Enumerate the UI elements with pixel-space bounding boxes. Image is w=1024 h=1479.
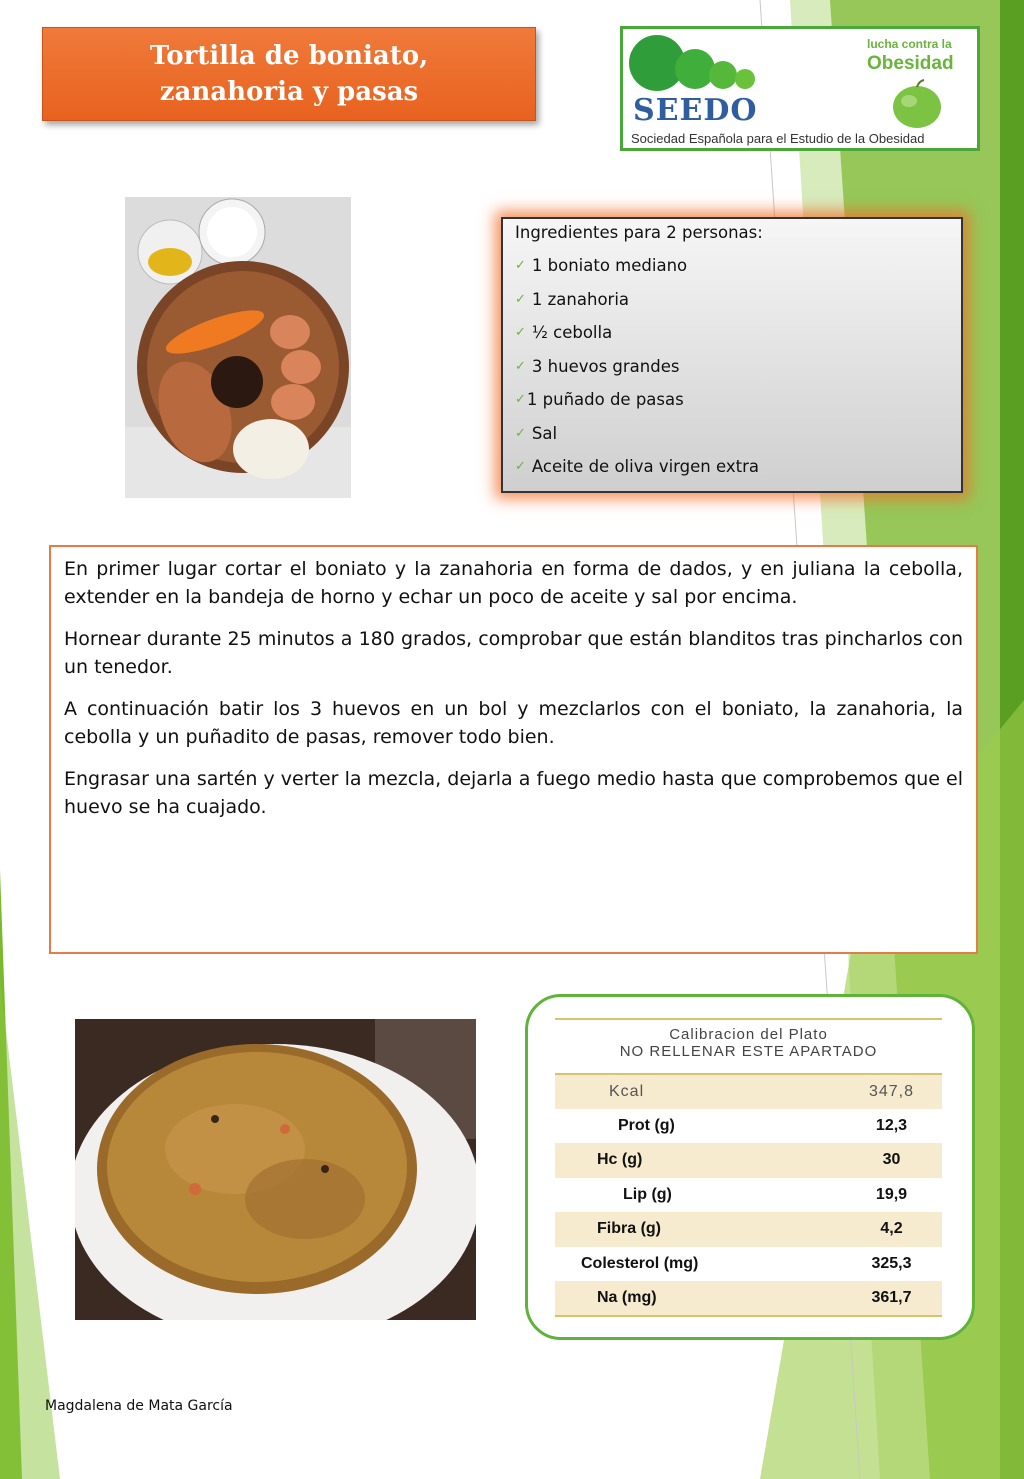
nutrient-label: Colesterol (mg) [581,1254,699,1272]
list-item: ✓ 1 puñado de pasas [515,390,684,409]
step-paragraph: A continuación batir los 3 huevos en un bol y mezclarlos con el boniato, la zanahoria, la cebolla y un puñadito de pasas, remover todo bien. [64,698,963,748]
logo-tagline-big: Obesidad [867,53,954,74]
nutrient-value: 325,3 [871,1254,912,1272]
table-row [555,1109,942,1144]
list-item: ✓ ½ cebolla [515,323,613,342]
nutrient-value: 361,7 [871,1288,912,1306]
step-paragraph: Hornear durante 25 minutos a 180 grados, comprobar que están blanditos tras pincharlos con un tenedor. [64,628,963,678]
ingredients-box [501,217,963,493]
list-item: ✓ Sal [515,423,558,443]
recipe-title [42,27,536,121]
nutrient-value: 347,8 [823,1074,942,1109]
nutrition-heading-note: NO RELLENAR ESTE APARTADO [619,1043,878,1060]
check-icon: ✓ [515,325,526,340]
apple-icon [889,79,945,129]
step-paragraph: Engrasar una sartén y verter la mezcla, dejarla a fuego medio hasta que comprobemos que el huevo se ha cuajado. [64,768,963,818]
ingredients-heading: Ingredientes para 2 personas: [515,223,763,242]
nutrient-value: 4,2 [880,1220,903,1238]
logo-seedo-text: SEEDO [633,93,758,128]
ingredients-photo [125,197,351,498]
step-paragraph: En primer lugar cortar el boniato y la zanahoria en forma de dados, y en juliana la cebolla, extender en la bandeja de horno y echar un poco de aceite y sal por encima. [64,558,963,608]
nutrient-value: 30 [882,1151,901,1169]
nutrient-label: Hc (g) [597,1151,643,1169]
nutrition-heading [555,1018,942,1060]
logo-tagline-small: lucha contra la [867,37,952,51]
nutrient-label: Na (mg) [597,1288,657,1306]
check-icon: ✓ [515,425,526,441]
list-item: ✓ 1 zanahoria [515,289,630,309]
check-icon: ✓ [515,358,526,374]
check-icon: ✓ [515,291,526,307]
nutrient-label: Lip (g) [623,1185,672,1203]
check-icon: ✓ [515,459,526,474]
nutrient-label: Kcal [555,1074,823,1109]
logo-subtitle: Sociedad Española para el Estudio de la Obesidad [631,131,925,146]
nutrition-table [555,1073,942,1317]
nutrient-value: 19,9 [875,1185,908,1203]
seedo-logo [620,26,980,151]
ingredients-list [515,256,759,491]
title-line-2: zanahoria y pasas [159,77,419,107]
preparation-steps [49,545,978,954]
table-row [555,1281,942,1316]
nutrient-label: Prot (g) [618,1116,675,1134]
list-item: ✓ 1 boniato mediano [515,256,688,275]
table-row [555,1074,942,1109]
nutrition-heading-title: Calibracion del Plato [669,1026,828,1043]
list-item: ✓ Aceite de oliva virgen extra [515,457,759,476]
logo-circles-icon [627,31,767,101]
list-item: ✓ 3 huevos grandes [515,356,680,376]
nutrient-value: 12,3 [875,1116,908,1134]
tortilla-photo [75,1019,476,1320]
author-name: Magdalena de Mata García [45,1398,233,1414]
table-row [555,1247,942,1282]
check-icon: ✓ [515,258,526,273]
table-row [555,1212,942,1247]
table-row [555,1178,942,1213]
nutrient-label: Fibra (g) [597,1220,661,1238]
table-row [555,1143,942,1178]
title-line-1: Tortilla de boniato, [149,41,429,71]
check-icon: ✓ [515,392,526,407]
